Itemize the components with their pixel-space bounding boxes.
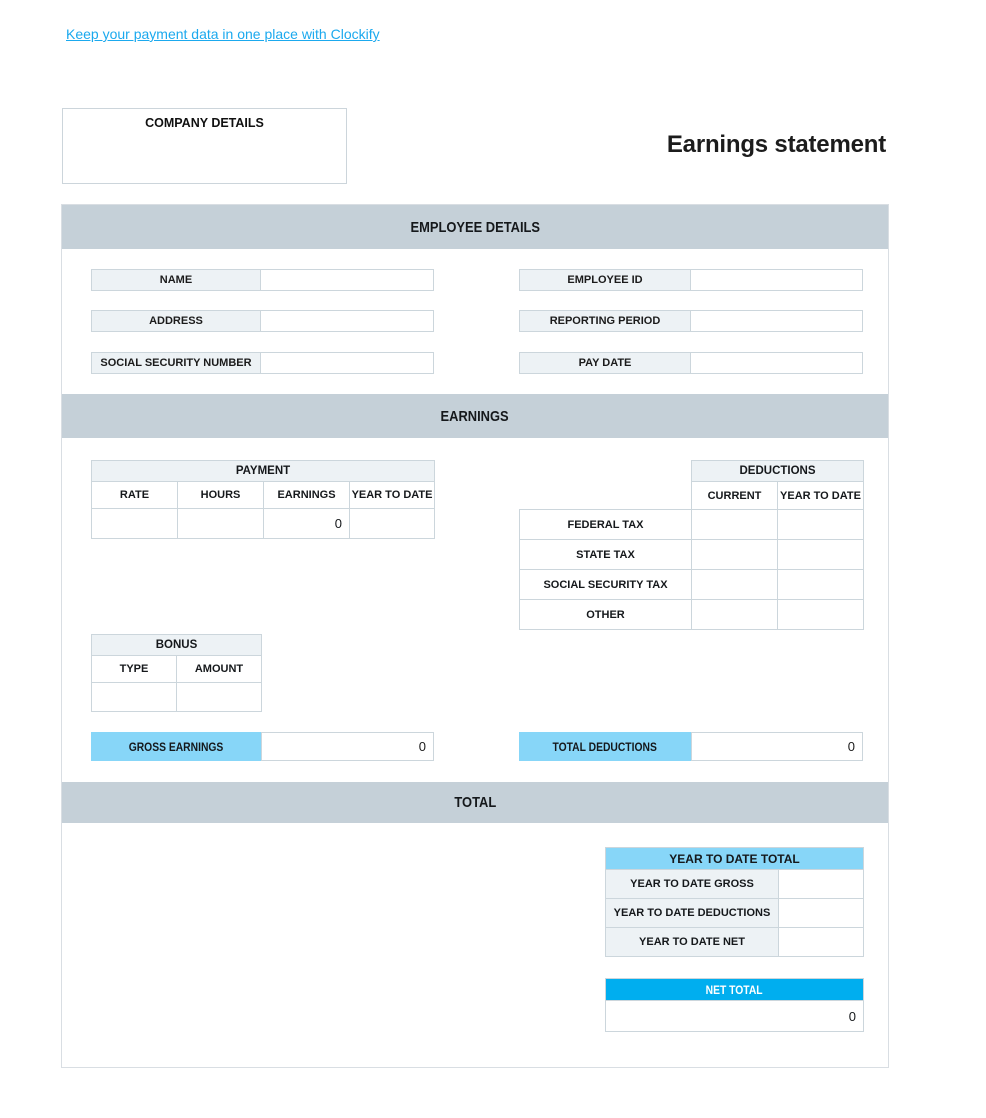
field-row-pay-date <box>519 352 863 374</box>
payment-table <box>91 460 435 539</box>
pay-date-input[interactable] <box>691 352 863 374</box>
deductions-spacer <box>520 482 692 510</box>
ytd-total-title: YEAR TO DATE TOTAL <box>606 848 864 870</box>
name-input[interactable] <box>261 269 434 291</box>
section-header-earnings <box>62 394 888 438</box>
deductions-col-current: CURRENT <box>692 482 778 510</box>
deductions-table-title: DEDUCTIONS <box>692 461 864 482</box>
ssn-label: SOCIAL SECURITY NUMBER <box>91 352 261 374</box>
section-header-label: EMPLOYEE DETAILS <box>410 218 540 236</box>
address-label: ADDRESS <box>91 310 261 332</box>
total-deductions-value: 0 <box>691 732 863 761</box>
payment-rate-cell[interactable] <box>92 509 178 539</box>
ytd-net-row <box>606 928 864 957</box>
payment-data-row <box>92 509 435 539</box>
social-security-tax-ytd-cell[interactable] <box>778 570 864 600</box>
total-deductions-row <box>519 732 863 761</box>
section-header-label: EARNINGS <box>440 407 510 425</box>
bonus-table-title: BONUS <box>92 635 262 656</box>
gross-earnings-label: GROSS EARNINGS <box>91 732 261 761</box>
payment-earnings-cell: 0 <box>264 509 350 539</box>
field-row-ssn <box>91 352 434 374</box>
deductions-row-other <box>520 600 864 630</box>
bonus-col-type: TYPE <box>92 656 177 683</box>
employee-id-label: EMPLOYEE ID <box>519 269 691 291</box>
federal-tax-ytd-cell[interactable] <box>778 510 864 540</box>
gross-earnings-value: 0 <box>261 732 434 761</box>
deductions-row-social-security-tax <box>520 570 864 600</box>
deductions-row-federal-tax <box>520 510 864 540</box>
page-title: Earnings statement <box>666 131 886 158</box>
reporting-period-input[interactable] <box>691 310 863 332</box>
deductions-col-ytd: YEAR TO DATE <box>778 482 864 510</box>
ytd-total-table <box>605 847 864 957</box>
social-security-tax-label: SOCIAL SECURITY TAX <box>520 570 692 600</box>
employee-id-input[interactable] <box>691 269 863 291</box>
ytd-deductions-label: YEAR TO DATE DEDUCTIONS <box>606 899 779 928</box>
bonus-type-cell[interactable] <box>92 683 177 712</box>
net-total-table <box>605 978 864 1032</box>
bonus-table <box>91 634 262 712</box>
bonus-data-row <box>92 683 262 712</box>
section-header-total <box>62 782 888 823</box>
deductions-table <box>519 460 864 630</box>
address-input[interactable] <box>261 310 434 332</box>
payment-ytd-cell[interactable] <box>350 509 435 539</box>
pay-date-label: PAY DATE <box>519 352 691 374</box>
section-header-employee-details <box>62 205 888 249</box>
reporting-period-label: REPORTING PERIOD <box>519 310 691 332</box>
payment-col-earnings: EARNINGS <box>264 482 350 509</box>
statement-panel <box>61 204 889 1068</box>
payment-table-title: PAYMENT <box>92 461 435 482</box>
payment-col-hours: HOURS <box>178 482 264 509</box>
field-row-address <box>91 310 434 332</box>
field-row-name <box>91 269 434 291</box>
ytd-deductions-cell[interactable] <box>779 899 864 928</box>
ytd-net-cell[interactable] <box>779 928 864 957</box>
ytd-gross-row <box>606 870 864 899</box>
payment-col-ytd: YEAR TO DATE <box>350 482 435 509</box>
ssn-input[interactable] <box>261 352 434 374</box>
bonus-amount-cell[interactable] <box>177 683 262 712</box>
gross-earnings-row <box>91 732 434 761</box>
federal-tax-current-cell[interactable] <box>692 510 778 540</box>
federal-tax-label: FEDERAL TAX <box>520 510 692 540</box>
ytd-gross-label: YEAR TO DATE GROSS <box>606 870 779 899</box>
ytd-gross-cell[interactable] <box>779 870 864 899</box>
total-deductions-label: TOTAL DEDUCTIONS <box>519 732 691 761</box>
state-tax-current-cell[interactable] <box>692 540 778 570</box>
field-row-reporting-period <box>519 310 863 332</box>
company-details-title: COMPANY DETAILS <box>145 116 264 130</box>
bonus-col-amount: AMOUNT <box>177 656 262 683</box>
other-current-cell[interactable] <box>692 600 778 630</box>
ytd-deductions-row <box>606 899 864 928</box>
deductions-row-state-tax <box>520 540 864 570</box>
deductions-spacer <box>520 461 692 482</box>
name-label: NAME <box>91 269 261 291</box>
state-tax-ytd-cell[interactable] <box>778 540 864 570</box>
other-ytd-cell[interactable] <box>778 600 864 630</box>
payment-hours-cell[interactable] <box>178 509 264 539</box>
social-security-tax-current-cell[interactable] <box>692 570 778 600</box>
state-tax-label: STATE TAX <box>520 540 692 570</box>
net-total-title: NET TOTAL <box>606 979 864 1001</box>
company-details-box[interactable] <box>62 108 347 184</box>
net-total-value: 0 <box>606 1001 864 1032</box>
field-row-employee-id <box>519 269 863 291</box>
section-header-label: TOTAL <box>454 794 496 811</box>
clockify-promo-link[interactable]: Keep your payment data in one place with Clockify <box>66 26 380 42</box>
ytd-net-label: YEAR TO DATE NET <box>606 928 779 957</box>
payment-col-rate: RATE <box>92 482 178 509</box>
other-deduction-label: OTHER <box>520 600 692 630</box>
